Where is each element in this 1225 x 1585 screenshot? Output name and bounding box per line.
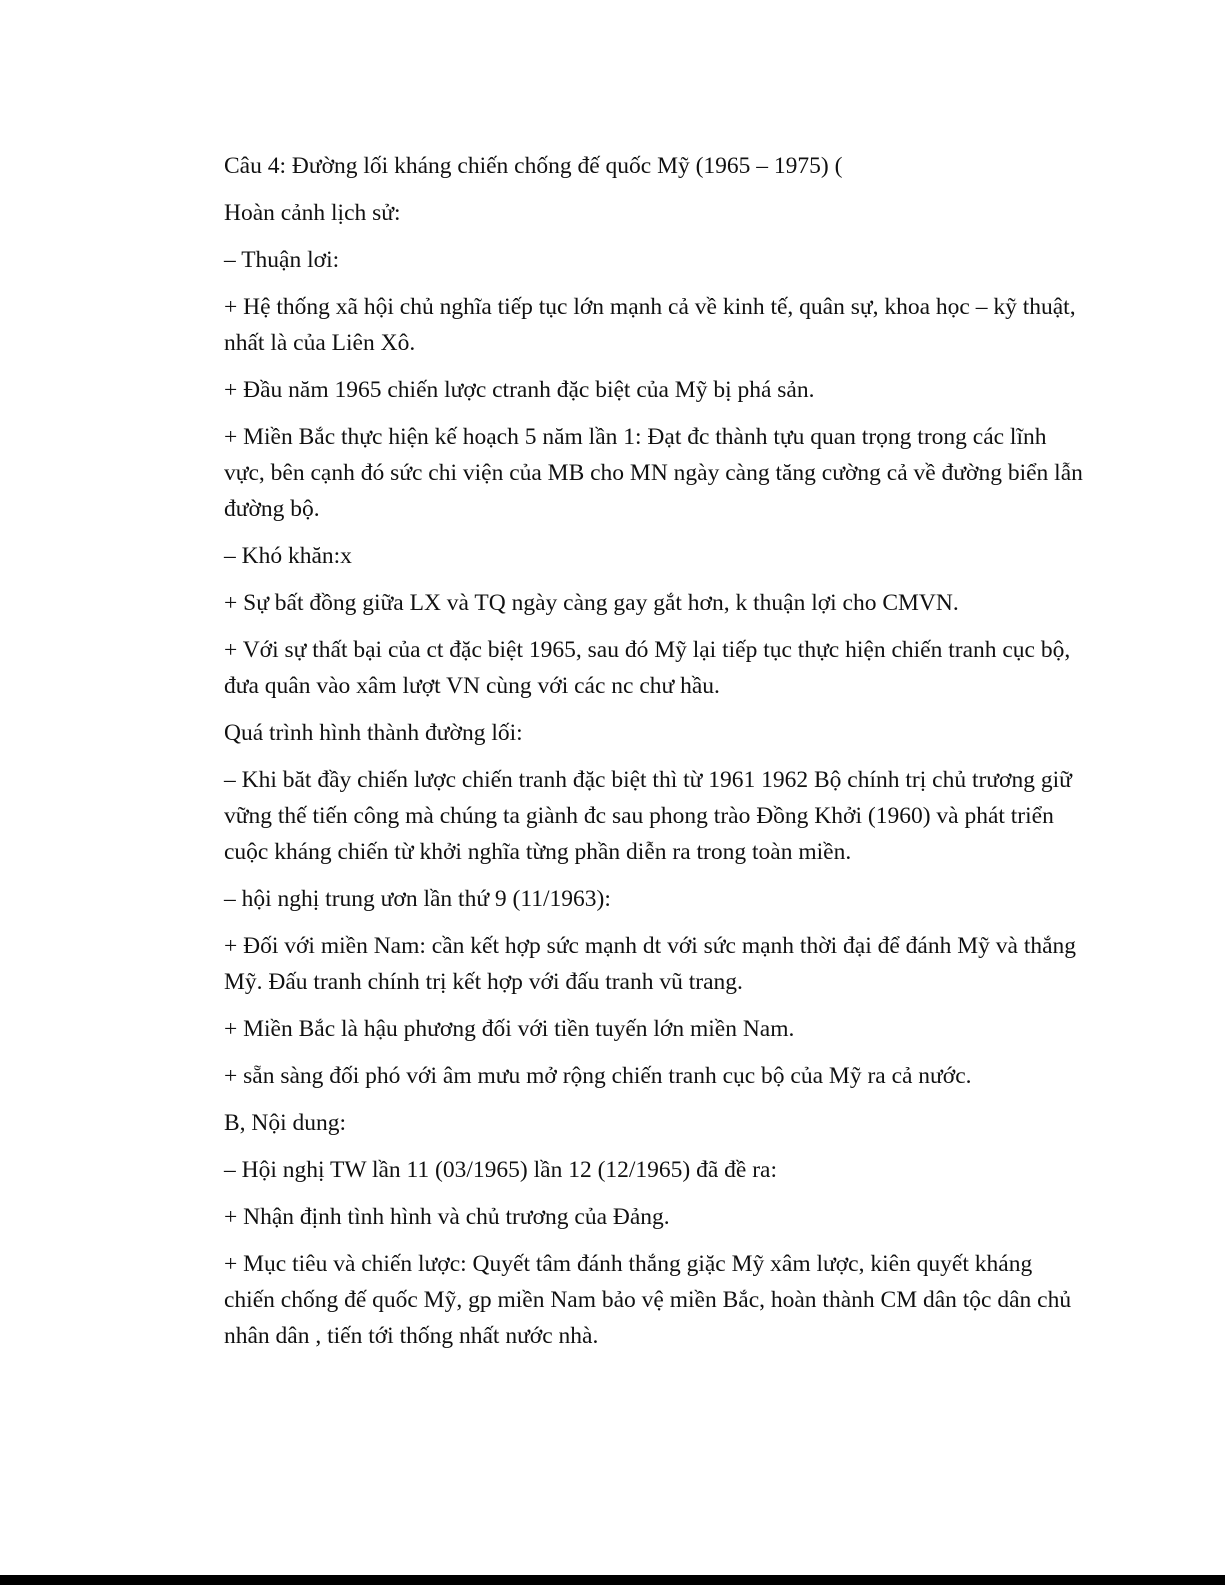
subheading-difficulties: – Khó khăn:x — [224, 543, 352, 569]
paragraph: + Miền Bắc thực hiện kế hoạch 5 năm lần 1: Đạt đc thành tựu quan trọng trong các lĩnh vực, bên cạnh đó sức chi viện của MB cho MN ngày càng tăng cường cả về đường biển lẫn đường bộ. — [224, 424, 1083, 522]
paragraph: + Đối với miền Nam: cần kết hợp sức mạnh dt với sức mạnh thời đại để đánh Mỹ và thắng Mỹ. Đấu tranh chính trị kết hợp với đấu tranh vũ trang. — [224, 933, 1077, 995]
paragraph: + Miền Bắc là hậu phương đối với tiền tuyến lớn miền Nam. — [224, 1016, 795, 1042]
paragraph: + Sự bất đồng giữa LX và TQ ngày càng gay gắt hơn, k thuận lợi cho CMVN. — [224, 590, 959, 616]
section-heading-context: Hoàn cảnh lịch sử: — [224, 200, 401, 226]
page-bottom-edge — [0, 1575, 1225, 1585]
paragraph: – Khi băt đầy chiến lược chiến tranh đặc biệt thì từ 1961 1962 Bộ chính trị chủ trương giữ vững thế tiến công mà chúng ta giành đc sau phong trào Đồng Khởi (1960) và phát triển cuộc kháng chiến từ khởi nghĩa từng phần diễn ra trong toàn miền. — [224, 767, 1072, 865]
paragraph: + Nhận định tình hình và chủ trương của Đảng. — [224, 1204, 670, 1230]
section-heading-formation: Quá trình hình thành đường lối: — [224, 720, 523, 746]
paragraph: + Đầu năm 1965 chiến lược ctranh đặc biệt của Mỹ bị phá sản. — [224, 377, 815, 403]
heading-question: Câu 4: Đường lối kháng chiến chống đế quốc Mỹ (1965 – 1975) ( — [224, 153, 843, 179]
paragraph: – Hội nghị TW lần 11 (03/1965) lần 12 (12/1965) đã đề ra: — [224, 1157, 778, 1183]
document-body — [224, 148, 1084, 1365]
section-heading-content: B, Nội dung: — [224, 1110, 347, 1136]
paragraph: – hội nghị trung ươn lần thứ 9 (11/1963): — [224, 886, 611, 912]
paragraph: + Với sự thất bại của ct đặc biệt 1965, sau đó Mỹ lại tiếp tục thực hiện chiến tranh cục bộ, đưa quân vào xâm lượt VN cùng với các nc chư hầu. — [224, 637, 1071, 699]
subheading-advantages: – Thuận lơi: — [224, 247, 340, 273]
paragraph: + Mục tiêu và chiến lược: Quyết tâm đánh thắng giặc Mỹ xâm lược, kiên quyết kháng chiến chống đế quốc Mỹ, gp miền Nam bảo vệ miền Bắc, hoàn thành CM dân tộc dân chủ nhân dân , tiến tới thống nhất nước nhà. — [224, 1251, 1072, 1349]
paragraph: + sẵn sàng đối phó với âm mưu mở rộng chiến tranh cục bộ của Mỹ ra cả nước. — [224, 1063, 972, 1089]
paragraph: + Hệ thống xã hội chủ nghĩa tiếp tục lớn mạnh cả về kinh tế, quân sự, khoa học – kỹ thuật, nhất là của Liên Xô. — [224, 294, 1076, 356]
